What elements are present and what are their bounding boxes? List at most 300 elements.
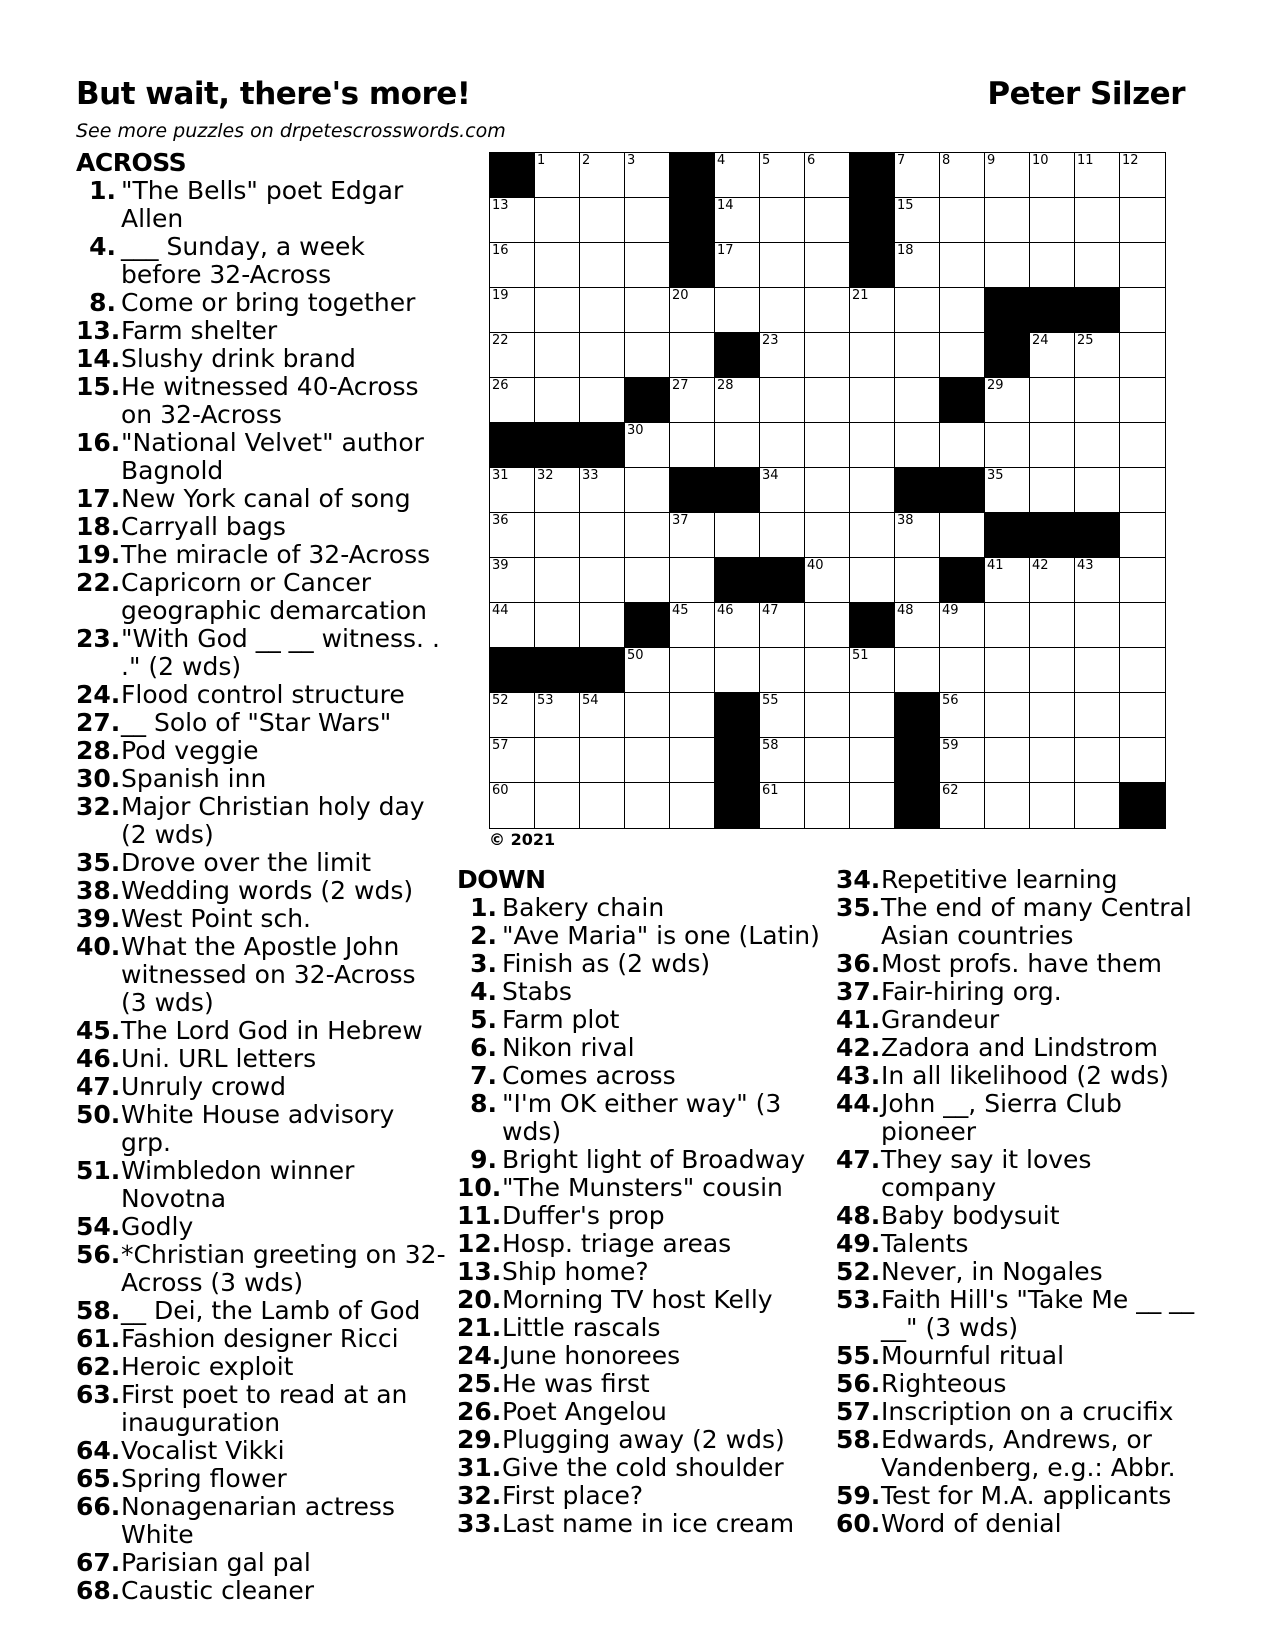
clue-item xyxy=(836,1006,1206,1034)
grid-cell[interactable] xyxy=(490,468,535,513)
clue-item xyxy=(457,1230,827,1258)
grid-cell[interactable] xyxy=(670,423,715,468)
cell-number: 1 xyxy=(537,153,546,168)
black-square xyxy=(895,693,940,738)
grid-cell[interactable] xyxy=(760,378,805,423)
grid-cell[interactable] xyxy=(535,513,580,558)
grid-cell[interactable] xyxy=(535,153,580,198)
grid-cell[interactable] xyxy=(715,243,760,288)
grid-cell[interactable] xyxy=(940,333,985,378)
clue-text: ___ Sunday, a week before 32-Across xyxy=(121,232,365,289)
clue-text: New York canal of song xyxy=(121,484,411,513)
grid-cell[interactable] xyxy=(985,378,1030,423)
grid-cell[interactable] xyxy=(580,378,625,423)
cell-number: 27 xyxy=(672,378,689,393)
clue-text: Spanish inn xyxy=(121,764,267,793)
grid-cell[interactable] xyxy=(805,648,850,693)
grid-cell[interactable] xyxy=(490,378,535,423)
clue-number: 32. xyxy=(76,792,121,821)
clue-item xyxy=(457,1286,827,1314)
grid-cell[interactable] xyxy=(1075,423,1120,468)
clue-item xyxy=(836,1286,1206,1342)
grid-cell[interactable] xyxy=(940,738,985,783)
grid-cell[interactable] xyxy=(580,153,625,198)
grid-cell[interactable] xyxy=(625,738,670,783)
grid-cell[interactable] xyxy=(805,738,850,783)
clue-item xyxy=(836,1062,1206,1090)
clue-item xyxy=(457,894,827,922)
grid-cell[interactable] xyxy=(490,738,535,783)
grid-cell[interactable] xyxy=(625,423,670,468)
clue-item xyxy=(76,1017,446,1045)
grid-cell[interactable] xyxy=(1030,468,1075,513)
grid-cell[interactable] xyxy=(715,648,760,693)
grid-cell[interactable] xyxy=(805,513,850,558)
grid-cell[interactable] xyxy=(940,693,985,738)
clue-number: 61. xyxy=(76,1324,121,1353)
grid-cell[interactable] xyxy=(850,333,895,378)
cell-number: 40 xyxy=(807,558,824,573)
grid-cell[interactable] xyxy=(535,333,580,378)
grid-cell[interactable] xyxy=(580,288,625,333)
grid-cell[interactable] xyxy=(985,558,1030,603)
clue-text: Flood control structure xyxy=(121,680,405,709)
grid-cell[interactable] xyxy=(940,198,985,243)
down-clues-column-1 xyxy=(457,866,827,1538)
grid-cell[interactable] xyxy=(895,378,940,423)
grid-cell[interactable] xyxy=(1030,423,1075,468)
grid-cell[interactable] xyxy=(850,693,895,738)
grid-cell[interactable] xyxy=(895,333,940,378)
grid-cell[interactable] xyxy=(1120,468,1165,513)
grid-cell[interactable] xyxy=(490,603,535,648)
clue-number: 55. xyxy=(836,1341,881,1370)
clue-text: The miracle of 32-Across xyxy=(121,540,431,569)
grid-cell[interactable] xyxy=(625,558,670,603)
clue-text: Plugging away (2 wds) xyxy=(502,1425,785,1454)
grid-cell[interactable] xyxy=(895,153,940,198)
grid-cell[interactable] xyxy=(1075,198,1120,243)
grid-cell[interactable] xyxy=(985,648,1030,693)
clue-number: 7. xyxy=(470,1061,497,1090)
grid-cell[interactable] xyxy=(1075,333,1120,378)
grid-cell[interactable] xyxy=(1075,468,1120,513)
clue-item xyxy=(836,950,1206,978)
clue-number: 5. xyxy=(470,1005,497,1034)
grid-cell[interactable] xyxy=(985,423,1030,468)
grid-cell[interactable] xyxy=(580,243,625,288)
grid-cell[interactable] xyxy=(985,783,1030,828)
grid-cell[interactable] xyxy=(850,423,895,468)
grid-cell[interactable] xyxy=(1120,693,1165,738)
grid-cell[interactable] xyxy=(895,513,940,558)
cell-number: 42 xyxy=(1032,558,1049,573)
clue-item xyxy=(836,1370,1206,1398)
grid-cell[interactable] xyxy=(805,558,850,603)
grid-cell[interactable] xyxy=(670,378,715,423)
grid-cell[interactable] xyxy=(850,648,895,693)
grid-cell[interactable] xyxy=(850,513,895,558)
grid-cell[interactable] xyxy=(985,603,1030,648)
black-square xyxy=(715,333,760,378)
grid-cell[interactable] xyxy=(805,243,850,288)
clue-item xyxy=(76,233,446,289)
black-square xyxy=(715,468,760,513)
grid-cell[interactable] xyxy=(670,693,715,738)
clue-item xyxy=(457,1090,827,1146)
clue-text: Morning TV host Kelly xyxy=(502,1285,773,1314)
cell-number: 26 xyxy=(492,378,509,393)
grid-cell[interactable] xyxy=(850,738,895,783)
grid-cell[interactable] xyxy=(1120,603,1165,648)
down-clue-list-1 xyxy=(457,894,827,1538)
clue-text: Mournful ritual xyxy=(881,1341,1065,1370)
grid-cell[interactable] xyxy=(715,423,760,468)
grid-cell[interactable] xyxy=(670,333,715,378)
grid-cell[interactable] xyxy=(760,288,805,333)
clue-text: Never, in Nogales xyxy=(881,1257,1103,1286)
grid-cell[interactable] xyxy=(895,603,940,648)
cell-number: 39 xyxy=(492,558,509,573)
clue-item xyxy=(76,1549,446,1577)
grid-cell[interactable] xyxy=(490,513,535,558)
grid-cell[interactable] xyxy=(580,558,625,603)
grid-cell[interactable] xyxy=(805,378,850,423)
grid-cell[interactable] xyxy=(715,153,760,198)
grid-cell[interactable] xyxy=(1030,243,1075,288)
grid-cell[interactable] xyxy=(1075,648,1120,693)
grid-cell[interactable] xyxy=(805,288,850,333)
grid-cell[interactable] xyxy=(1030,693,1075,738)
clue-text: Duffer's prop xyxy=(502,1201,665,1230)
grid-cell[interactable] xyxy=(670,648,715,693)
grid-cell[interactable] xyxy=(1030,648,1075,693)
grid-cell[interactable] xyxy=(760,468,805,513)
grid-cell[interactable] xyxy=(940,648,985,693)
grid-cell[interactable] xyxy=(490,783,535,828)
grid-cell[interactable] xyxy=(985,693,1030,738)
grid-cell[interactable] xyxy=(715,288,760,333)
cell-number: 49 xyxy=(942,603,959,618)
grid-cell[interactable] xyxy=(535,693,580,738)
grid-cell[interactable] xyxy=(940,783,985,828)
clue-text: "National Velvet" author Bagnold xyxy=(121,428,424,485)
clue-number: 38. xyxy=(76,876,121,905)
clue-number: 43. xyxy=(836,1061,881,1090)
grid-cell[interactable] xyxy=(1030,558,1075,603)
clue-text: "With God __ __ witness. . ." (2 wds) xyxy=(121,624,440,681)
grid-cell[interactable] xyxy=(760,513,805,558)
grid-cell[interactable] xyxy=(1030,738,1075,783)
grid-cell[interactable] xyxy=(535,558,580,603)
across-heading: ACROSS xyxy=(76,148,187,177)
grid-cell[interactable] xyxy=(805,153,850,198)
clue-text: The end of many Central Asian countries xyxy=(881,893,1192,950)
grid-cell[interactable] xyxy=(985,738,1030,783)
grid-cell[interactable] xyxy=(580,198,625,243)
grid-cell[interactable] xyxy=(940,153,985,198)
black-square xyxy=(985,288,1030,333)
clue-item xyxy=(76,1157,446,1213)
clue-text: Parisian gal pal xyxy=(121,1548,311,1577)
grid-cell[interactable] xyxy=(985,153,1030,198)
grid-cell[interactable] xyxy=(895,558,940,603)
black-square xyxy=(850,153,895,198)
grid-cell[interactable] xyxy=(715,378,760,423)
grid-cell[interactable] xyxy=(895,198,940,243)
clue-item xyxy=(457,1006,827,1034)
clue-item xyxy=(76,1045,446,1073)
cell-number: 46 xyxy=(717,603,734,618)
clue-text: Spring flower xyxy=(121,1464,287,1493)
cell-number: 54 xyxy=(582,693,599,708)
clue-number: 57. xyxy=(836,1397,881,1426)
grid-cell[interactable] xyxy=(985,243,1030,288)
grid-cell[interactable] xyxy=(850,378,895,423)
grid-cell[interactable] xyxy=(940,603,985,648)
grid-cell[interactable] xyxy=(670,603,715,648)
grid-cell[interactable] xyxy=(535,243,580,288)
grid-cell[interactable] xyxy=(580,513,625,558)
grid-cell[interactable] xyxy=(625,468,670,513)
grid-cell[interactable] xyxy=(760,738,805,783)
grid-cell[interactable] xyxy=(490,198,535,243)
grid-cell[interactable] xyxy=(490,693,535,738)
grid-cell[interactable] xyxy=(1030,333,1075,378)
grid-cell[interactable] xyxy=(625,198,670,243)
grid-cell[interactable] xyxy=(535,378,580,423)
clue-text: Give the cold shoulder xyxy=(502,1453,784,1482)
clue-text: Zadora and Lindstrom xyxy=(881,1033,1158,1062)
grid-cell[interactable] xyxy=(535,783,580,828)
grid-cell[interactable] xyxy=(715,198,760,243)
grid-cell[interactable] xyxy=(670,738,715,783)
grid-cell[interactable] xyxy=(1075,378,1120,423)
grid-cell[interactable] xyxy=(1075,603,1120,648)
grid-cell[interactable] xyxy=(940,288,985,333)
clue-item xyxy=(836,1090,1206,1146)
clue-item xyxy=(76,317,446,345)
clue-item xyxy=(76,933,446,1017)
cell-number: 33 xyxy=(582,468,599,483)
cell-number: 18 xyxy=(897,243,914,258)
grid-cell[interactable] xyxy=(805,468,850,513)
grid-cell[interactable] xyxy=(490,333,535,378)
grid-cell[interactable] xyxy=(535,288,580,333)
grid-cell[interactable] xyxy=(940,423,985,468)
grid-cell[interactable] xyxy=(1030,198,1075,243)
grid-cell[interactable] xyxy=(805,198,850,243)
clue-item xyxy=(76,1381,446,1437)
black-square xyxy=(850,603,895,648)
clue-item xyxy=(76,345,446,373)
clue-item xyxy=(836,1398,1206,1426)
grid-cell[interactable] xyxy=(760,783,805,828)
clue-text: "The Bells" poet Edgar Allen xyxy=(121,176,404,233)
grid-cell[interactable] xyxy=(1075,153,1120,198)
grid-cell[interactable] xyxy=(490,288,535,333)
clue-item xyxy=(76,1297,446,1325)
clue-text: Comes across xyxy=(502,1061,676,1090)
grid-cell[interactable] xyxy=(850,558,895,603)
clue-number: 24. xyxy=(76,680,121,709)
cell-number: 9 xyxy=(987,153,996,168)
clue-number: 42. xyxy=(836,1033,881,1062)
grid-cell[interactable] xyxy=(625,648,670,693)
grid-cell[interactable] xyxy=(580,468,625,513)
grid-cell[interactable] xyxy=(1075,738,1120,783)
clue-number: 30. xyxy=(76,764,121,793)
grid-cell[interactable] xyxy=(1120,378,1165,423)
grid-cell[interactable] xyxy=(1120,738,1165,783)
clue-text: Bakery chain xyxy=(502,893,665,922)
clue-item xyxy=(76,1073,446,1101)
clue-item xyxy=(76,513,446,541)
grid-cell[interactable] xyxy=(1120,198,1165,243)
clue-text: Pod veggie xyxy=(121,736,259,765)
grid-cell[interactable] xyxy=(940,513,985,558)
grid-cell[interactable] xyxy=(760,423,805,468)
grid-cell[interactable] xyxy=(1120,513,1165,558)
grid-cell[interactable] xyxy=(1120,648,1165,693)
grid-cell[interactable] xyxy=(895,423,940,468)
clue-text: Fashion designer Ricci xyxy=(121,1324,399,1353)
grid-cell[interactable] xyxy=(805,423,850,468)
clue-item xyxy=(76,625,446,681)
black-square xyxy=(940,378,985,423)
grid-cell[interactable] xyxy=(625,288,670,333)
clue-text: First poet to read at an inauguration xyxy=(121,1380,408,1437)
across-clue-list xyxy=(76,177,446,1605)
clue-number: 18. xyxy=(76,512,121,541)
clue-number: 52. xyxy=(836,1257,881,1286)
clue-number: 34. xyxy=(836,865,881,894)
grid-cell[interactable] xyxy=(625,513,670,558)
grid-cell[interactable] xyxy=(715,603,760,648)
grid-cell[interactable] xyxy=(760,333,805,378)
grid-cell[interactable] xyxy=(805,783,850,828)
clue-number: 13. xyxy=(457,1257,502,1286)
grid-cell[interactable] xyxy=(1120,333,1165,378)
cell-number: 61 xyxy=(762,783,779,798)
grid-cell[interactable] xyxy=(715,513,760,558)
clue-number: 49. xyxy=(836,1229,881,1258)
clue-number: 8. xyxy=(470,1089,497,1118)
clue-text: Bright light of Broadway xyxy=(502,1145,806,1174)
cell-number: 50 xyxy=(627,648,644,663)
grid-cell[interactable] xyxy=(805,333,850,378)
grid-cell[interactable] xyxy=(535,198,580,243)
grid-cell[interactable] xyxy=(1120,243,1165,288)
grid-cell[interactable] xyxy=(760,153,805,198)
grid-cell[interactable] xyxy=(535,738,580,783)
clue-number: 45. xyxy=(76,1016,121,1045)
black-square xyxy=(670,153,715,198)
grid-cell[interactable] xyxy=(850,468,895,513)
grid-cell[interactable] xyxy=(1120,423,1165,468)
clue-number: 3. xyxy=(470,949,497,978)
grid-cell[interactable] xyxy=(580,333,625,378)
grid-cell[interactable] xyxy=(940,243,985,288)
grid-cell[interactable] xyxy=(760,603,805,648)
clue-item xyxy=(76,569,446,625)
clue-item xyxy=(457,1174,827,1202)
clue-text: Wimbledon winner Novotna xyxy=(121,1156,355,1213)
grid-cell[interactable] xyxy=(1030,783,1075,828)
grid-cell[interactable] xyxy=(535,468,580,513)
cell-number: 12 xyxy=(1122,153,1139,168)
grid-cell[interactable] xyxy=(580,693,625,738)
grid-cell[interactable] xyxy=(850,288,895,333)
grid-cell[interactable] xyxy=(535,603,580,648)
clue-number: 14. xyxy=(76,344,121,373)
clue-number: 67. xyxy=(76,1548,121,1577)
grid-cell[interactable] xyxy=(1120,288,1165,333)
cell-number: 36 xyxy=(492,513,509,528)
grid-cell[interactable] xyxy=(760,198,805,243)
clue-text: "Ave Maria" is one (Latin) xyxy=(502,921,820,950)
grid-cell[interactable] xyxy=(760,243,805,288)
grid-cell[interactable] xyxy=(1075,693,1120,738)
clue-item xyxy=(76,429,446,485)
grid-cell[interactable] xyxy=(760,648,805,693)
grid-cell[interactable] xyxy=(625,153,670,198)
grid-cell[interactable] xyxy=(580,783,625,828)
grid-cell[interactable] xyxy=(805,693,850,738)
cell-number: 14 xyxy=(717,198,734,213)
grid-cell[interactable] xyxy=(895,243,940,288)
grid-cell[interactable] xyxy=(670,513,715,558)
black-square xyxy=(625,378,670,423)
grid-cell[interactable] xyxy=(895,288,940,333)
grid-cell[interactable] xyxy=(625,693,670,738)
grid-cell[interactable] xyxy=(895,648,940,693)
clue-number: 35. xyxy=(76,848,121,877)
cell-number: 23 xyxy=(762,333,779,348)
grid-cell[interactable] xyxy=(985,468,1030,513)
grid-cell[interactable] xyxy=(580,603,625,648)
clue-item xyxy=(76,793,446,849)
grid-cell[interactable] xyxy=(1030,153,1075,198)
grid-cell[interactable] xyxy=(670,288,715,333)
grid-cell[interactable] xyxy=(490,558,535,603)
grid-cell[interactable] xyxy=(580,738,625,783)
clue-item xyxy=(457,1454,827,1482)
grid-cell[interactable] xyxy=(670,558,715,603)
clue-number: 9. xyxy=(470,1145,497,1174)
grid-cell[interactable] xyxy=(1030,603,1075,648)
grid-cell[interactable] xyxy=(805,603,850,648)
grid-cell[interactable] xyxy=(490,243,535,288)
grid-cell[interactable] xyxy=(850,783,895,828)
grid-cell[interactable] xyxy=(625,783,670,828)
grid-cell[interactable] xyxy=(1120,558,1165,603)
grid-cell[interactable] xyxy=(1075,558,1120,603)
clue-text: Test for M.A. applicants xyxy=(881,1481,1172,1510)
grid-cell[interactable] xyxy=(625,243,670,288)
grid-cell[interactable] xyxy=(1120,153,1165,198)
grid-cell[interactable] xyxy=(670,783,715,828)
grid-cell[interactable] xyxy=(1075,783,1120,828)
grid-cell[interactable] xyxy=(625,333,670,378)
cell-number: 52 xyxy=(492,693,509,708)
grid-cell[interactable] xyxy=(985,198,1030,243)
clue-number: 19. xyxy=(76,540,121,569)
grid-cell[interactable] xyxy=(760,693,805,738)
grid-cell[interactable] xyxy=(1030,378,1075,423)
black-square xyxy=(1030,288,1075,333)
grid-cell[interactable] xyxy=(1075,243,1120,288)
